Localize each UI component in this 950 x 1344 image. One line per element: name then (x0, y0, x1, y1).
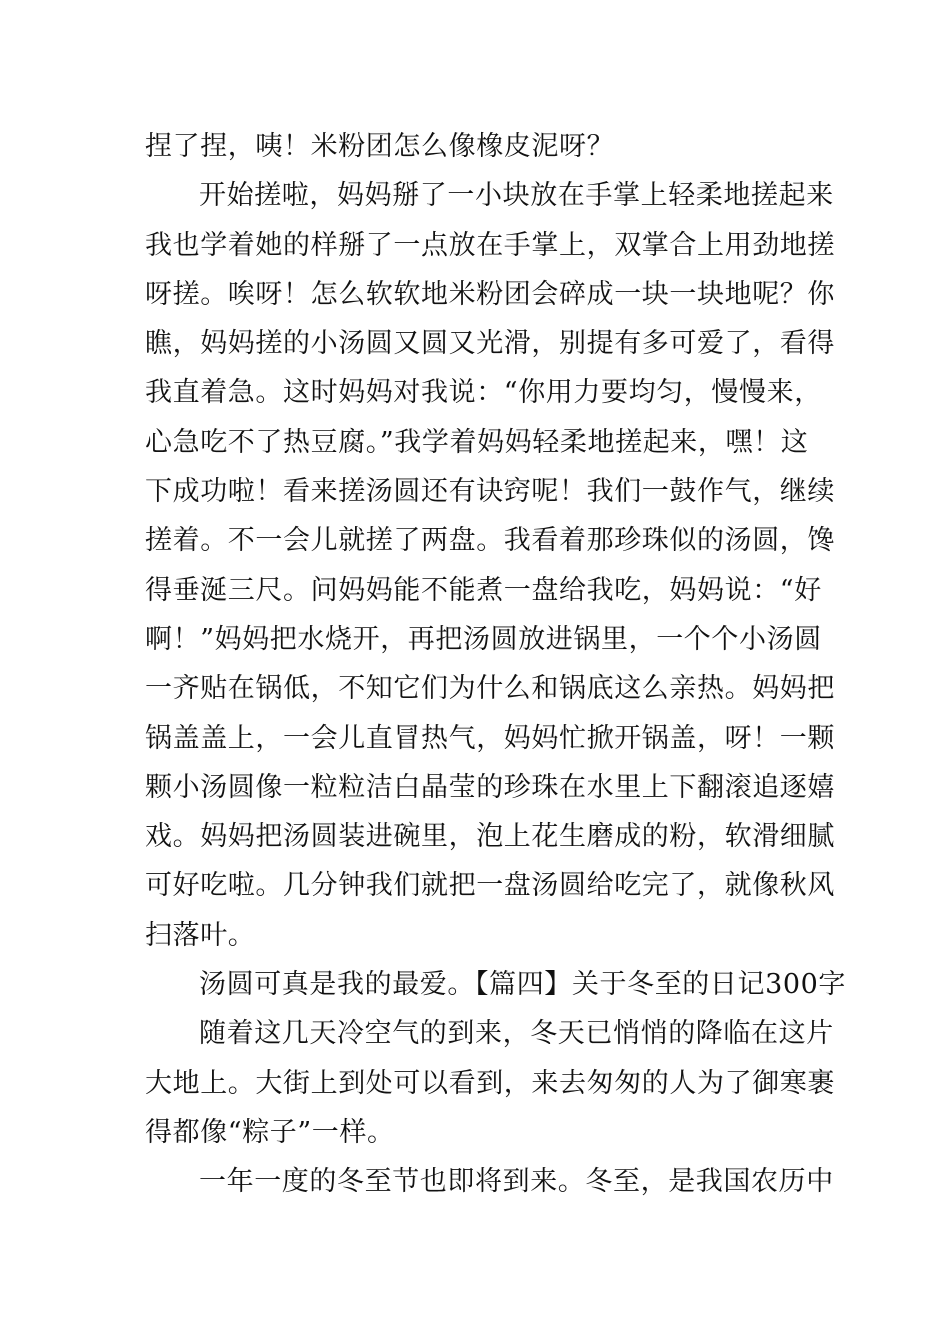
text-line: 开始搓啦，妈妈掰了一小块放在手掌上轻柔地搓起来 (199, 180, 834, 212)
text-line: 我也学着她的样掰了一点放在手掌上，双掌合上用劲地搓 (145, 229, 835, 261)
text-line: 捏了捏，咦！米粉团怎么像橡皮泥呀？ (145, 131, 615, 162)
text-line: 戏。妈妈把汤圆装进碗里，泡上花生磨成的粉，软滑细腻 (145, 821, 835, 853)
text-line: 心急吃不了热豆腐。”我学着妈妈轻柔地搓起来，嘿！这 (145, 426, 809, 458)
text-line: 可好吃啦。几分钟我们就把一盘汤圆给吃完了，就像秋风 (145, 870, 835, 902)
text-line: 啊！”妈妈把水烧开，再把汤圆放进锅里，一个个小汤圆 (145, 623, 822, 655)
document-body (145, 122, 847, 1207)
text-line: 呀搓。唉呀！怎么软软地米粉团会碎成一块一块地呢？你 (145, 278, 835, 310)
text-line: 锅盖盖上，一会儿直冒热气，妈妈忙掀开锅盖，呀！一颗 (145, 722, 835, 754)
text-line: 得垂涎三尺。问妈妈能不能煮一盘给我吃，妈妈说：“好 (145, 574, 822, 606)
text-line: 一年一度的冬至节也即将到来。冬至，是我国农历中 (199, 1166, 834, 1198)
text-line: 得都像“粽子”一样。 (145, 1116, 395, 1148)
text-line: 汤圆可真是我的最爱。【篇四】关于冬至的日记300字 (199, 969, 847, 1001)
text-line: 随着这几天冷空气的到来，冬天已悄悄的降临在这片 (199, 1018, 834, 1050)
text-line: 搓着。不一会儿就搓了两盘。我看着那珍珠似的汤圆，馋 (145, 525, 835, 557)
text-line: 我直着急。这时妈妈对我说：“你用力要均匀，慢慢来， (145, 377, 822, 409)
text-line: 扫落叶。 (145, 919, 256, 951)
text-line: 下成功啦！看来搓汤圆还有诀窍呢！我们一鼓作气，继续 (145, 476, 835, 508)
text-line: 大地上。大街上到处可以看到，来去匆匆的人为了御寒裹 (145, 1067, 835, 1099)
text-line: 瞧，妈妈搓的小汤圆又圆又光滑，别提有多可爱了，看得 (145, 328, 835, 360)
text-line: 一齐贴在锅低，不知它们为什么和锅底这么亲热。妈妈把 (145, 673, 835, 705)
text-line: 颗小汤圆像一粒粒洁白晶莹的珍珠在水里上下翻滚追逐嬉 (145, 771, 835, 803)
